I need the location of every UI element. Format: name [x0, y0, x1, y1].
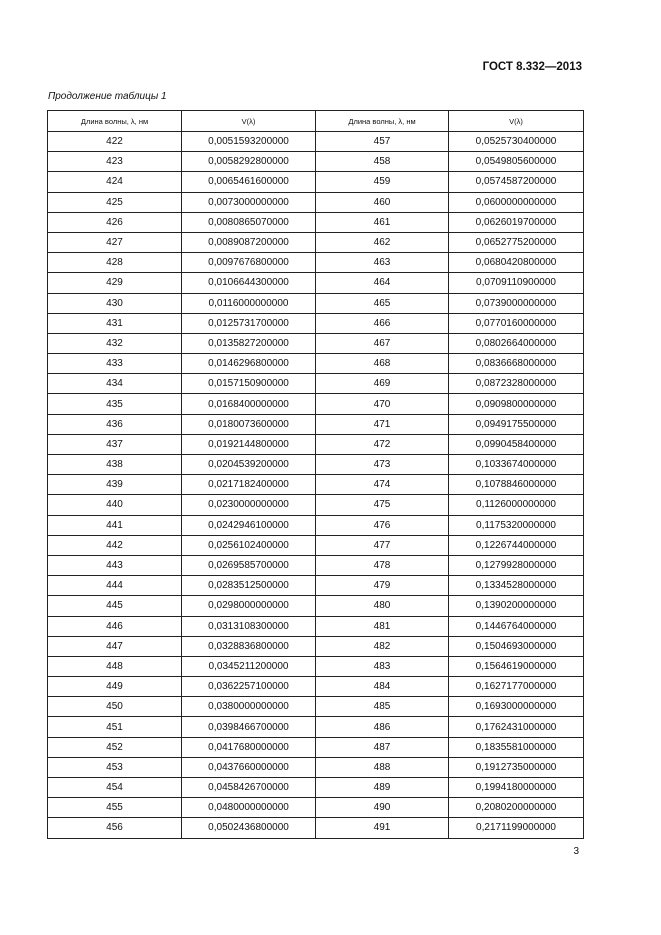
v-lambda-cell: 0,1912735000000 — [449, 757, 584, 777]
wavelength-cell: 474 — [316, 475, 449, 495]
wavelength-cell: 482 — [316, 636, 449, 656]
wavelength-cell: 433 — [48, 354, 182, 374]
table-row — [48, 778, 584, 798]
table-row — [48, 757, 584, 777]
table-row — [48, 132, 584, 152]
wavelength-cell: 444 — [48, 576, 182, 596]
wavelength-cell: 464 — [316, 273, 449, 293]
v-lambda-cell: 0,0283512500000 — [182, 576, 316, 596]
table-row — [48, 656, 584, 676]
wavelength-cell: 459 — [316, 172, 449, 192]
v-lambda-cell: 0,1835581000000 — [449, 737, 584, 757]
table-row — [48, 212, 584, 232]
table-row — [48, 414, 584, 434]
v-lambda-cell: 0,0135827200000 — [182, 333, 316, 353]
v-lambda-cell: 0,0217182400000 — [182, 475, 316, 495]
v-lambda-cell: 0,1762431000000 — [449, 717, 584, 737]
spectral-efficiency-table — [47, 110, 584, 839]
v-lambda-cell: 0,0380000000000 — [182, 697, 316, 717]
wavelength-cell: 425 — [48, 192, 182, 212]
v-lambda-cell: 0,0157150900000 — [182, 374, 316, 394]
table-row — [48, 475, 584, 495]
v-lambda-cell: 0,0256102400000 — [182, 535, 316, 555]
wavelength-cell: 478 — [316, 555, 449, 575]
v-lambda-cell: 0,2171199000000 — [449, 818, 584, 838]
wavelength-cell: 448 — [48, 656, 182, 676]
wavelength-cell: 471 — [316, 414, 449, 434]
wavelength-cell: 436 — [48, 414, 182, 434]
v-lambda-cell: 0,1078846000000 — [449, 475, 584, 495]
document-code: ГОСТ 8.332—2013 — [482, 61, 582, 73]
wavelength-cell: 431 — [48, 313, 182, 333]
wavelength-cell: 473 — [316, 455, 449, 475]
v-lambda-cell: 0,0269585700000 — [182, 555, 316, 575]
wavelength-cell: 484 — [316, 677, 449, 697]
table-row — [48, 172, 584, 192]
wavelength-cell: 452 — [48, 737, 182, 757]
table-row — [48, 616, 584, 636]
v-lambda-cell: 0,0106644300000 — [182, 273, 316, 293]
wavelength-cell: 460 — [316, 192, 449, 212]
table-row — [48, 192, 584, 212]
wavelength-cell: 490 — [316, 798, 449, 818]
v-lambda-cell: 0,0065461600000 — [182, 172, 316, 192]
v-lambda-cell: 0,0480000000000 — [182, 798, 316, 818]
v-lambda-cell: 0,1693000000000 — [449, 697, 584, 717]
v-lambda-cell: 0,0345211200000 — [182, 656, 316, 676]
wavelength-cell: 455 — [48, 798, 182, 818]
v-lambda-cell: 0,0180073600000 — [182, 414, 316, 434]
table-row — [48, 434, 584, 454]
page-number: 3 — [573, 846, 579, 857]
wavelength-cell: 483 — [316, 656, 449, 676]
v-lambda-cell: 0,0709110900000 — [449, 273, 584, 293]
wavelength-cell: 481 — [316, 616, 449, 636]
table-row — [48, 354, 584, 374]
column-header-v-lambda: V(λ) — [449, 111, 584, 132]
wavelength-cell: 427 — [48, 232, 182, 252]
wavelength-cell: 449 — [48, 677, 182, 697]
wavelength-cell: 441 — [48, 515, 182, 535]
v-lambda-cell: 0,0116000000000 — [182, 293, 316, 313]
wavelength-cell: 454 — [48, 778, 182, 798]
wavelength-cell: 463 — [316, 253, 449, 273]
v-lambda-cell: 0,0909800000000 — [449, 394, 584, 414]
table-row — [48, 152, 584, 172]
v-lambda-cell: 0,0600000000000 — [449, 192, 584, 212]
wavelength-cell: 458 — [316, 152, 449, 172]
v-lambda-cell: 0,1334528000000 — [449, 576, 584, 596]
table-row — [48, 455, 584, 475]
wavelength-cell: 422 — [48, 132, 182, 152]
column-header-wavelength: Длина волны, λ, нм — [316, 111, 449, 132]
table-row — [48, 717, 584, 737]
table-row — [48, 313, 584, 333]
wavelength-cell: 475 — [316, 495, 449, 515]
v-lambda-cell: 0,1126000000000 — [449, 495, 584, 515]
v-lambda-cell: 0,0362257100000 — [182, 677, 316, 697]
wavelength-cell: 432 — [48, 333, 182, 353]
v-lambda-cell: 0,0230000000000 — [182, 495, 316, 515]
column-header-wavelength: Длина волны, λ, нм — [48, 111, 182, 132]
wavelength-cell: 443 — [48, 555, 182, 575]
wavelength-cell: 438 — [48, 455, 182, 475]
table-row — [48, 333, 584, 353]
v-lambda-cell: 0,1504693000000 — [449, 636, 584, 656]
v-lambda-cell: 0,1390200000000 — [449, 596, 584, 616]
wavelength-cell: 456 — [48, 818, 182, 838]
table-row — [48, 374, 584, 394]
table-caption: Продолжение таблицы 1 — [48, 91, 167, 102]
table-header-row — [48, 111, 584, 132]
wavelength-cell: 437 — [48, 434, 182, 454]
wavelength-cell: 423 — [48, 152, 182, 172]
table-row — [48, 232, 584, 252]
wavelength-cell: 466 — [316, 313, 449, 333]
v-lambda-cell: 0,0168400000000 — [182, 394, 316, 414]
v-lambda-cell: 0,0204539200000 — [182, 455, 316, 475]
v-lambda-cell: 0,0502436800000 — [182, 818, 316, 838]
v-lambda-cell: 0,0626019700000 — [449, 212, 584, 232]
v-lambda-cell: 0,1279928000000 — [449, 555, 584, 575]
v-lambda-cell: 0,0051593200000 — [182, 132, 316, 152]
v-lambda-cell: 0,1175320000000 — [449, 515, 584, 535]
table-row — [48, 273, 584, 293]
wavelength-cell: 477 — [316, 535, 449, 555]
v-lambda-cell: 0,0652775200000 — [449, 232, 584, 252]
v-lambda-cell: 0,0146296800000 — [182, 354, 316, 374]
v-lambda-cell: 0,1627177000000 — [449, 677, 584, 697]
wavelength-cell: 488 — [316, 757, 449, 777]
v-lambda-cell: 0,0313108300000 — [182, 616, 316, 636]
v-lambda-cell: 0,0574587200000 — [449, 172, 584, 192]
v-lambda-cell: 0,0680420800000 — [449, 253, 584, 273]
v-lambda-cell: 0,0192144800000 — [182, 434, 316, 454]
wavelength-cell: 440 — [48, 495, 182, 515]
wavelength-cell: 439 — [48, 475, 182, 495]
wavelength-cell: 476 — [316, 515, 449, 535]
wavelength-cell: 468 — [316, 354, 449, 374]
table-row — [48, 818, 584, 838]
v-lambda-cell: 0,0073000000000 — [182, 192, 316, 212]
v-lambda-cell: 0,0990458400000 — [449, 434, 584, 454]
v-lambda-cell: 0,1226744000000 — [449, 535, 584, 555]
v-lambda-cell: 0,0328836800000 — [182, 636, 316, 656]
v-lambda-cell: 0,1033674000000 — [449, 455, 584, 475]
wavelength-cell: 430 — [48, 293, 182, 313]
table-row — [48, 798, 584, 818]
v-lambda-cell: 0,0398466700000 — [182, 717, 316, 737]
table-row — [48, 697, 584, 717]
wavelength-cell: 447 — [48, 636, 182, 656]
v-lambda-cell: 0,0242946100000 — [182, 515, 316, 535]
table-row — [48, 555, 584, 575]
v-lambda-cell: 0,1994180000000 — [449, 778, 584, 798]
wavelength-cell: 467 — [316, 333, 449, 353]
v-lambda-cell: 0,0417680000000 — [182, 737, 316, 757]
table-row — [48, 253, 584, 273]
wavelength-cell: 461 — [316, 212, 449, 232]
wavelength-cell: 434 — [48, 374, 182, 394]
table-body — [48, 132, 584, 839]
wavelength-cell: 450 — [48, 697, 182, 717]
wavelength-cell: 442 — [48, 535, 182, 555]
wavelength-cell: 428 — [48, 253, 182, 273]
column-header-v-lambda: V(λ) — [182, 111, 316, 132]
v-lambda-cell: 0,0836668000000 — [449, 354, 584, 374]
wavelength-cell: 426 — [48, 212, 182, 232]
table-row — [48, 737, 584, 757]
wavelength-cell: 486 — [316, 717, 449, 737]
wavelength-cell: 489 — [316, 778, 449, 798]
v-lambda-cell: 0,1564619000000 — [449, 656, 584, 676]
v-lambda-cell: 0,0949175500000 — [449, 414, 584, 434]
table-row — [48, 636, 584, 656]
wavelength-cell: 446 — [48, 616, 182, 636]
table-row — [48, 293, 584, 313]
v-lambda-cell: 0,0872328000000 — [449, 374, 584, 394]
wavelength-cell: 457 — [316, 132, 449, 152]
wavelength-cell: 472 — [316, 434, 449, 454]
v-lambda-cell: 0,0458426700000 — [182, 778, 316, 798]
v-lambda-cell: 0,0549805600000 — [449, 152, 584, 172]
wavelength-cell: 491 — [316, 818, 449, 838]
wavelength-cell: 465 — [316, 293, 449, 313]
wavelength-cell: 480 — [316, 596, 449, 616]
v-lambda-cell: 0,0125731700000 — [182, 313, 316, 333]
table-row — [48, 576, 584, 596]
wavelength-cell: 470 — [316, 394, 449, 414]
wavelength-cell: 424 — [48, 172, 182, 192]
table-row — [48, 596, 584, 616]
wavelength-cell: 469 — [316, 374, 449, 394]
v-lambda-cell: 0,1446764000000 — [449, 616, 584, 636]
v-lambda-cell: 0,0525730400000 — [449, 132, 584, 152]
table-row — [48, 495, 584, 515]
v-lambda-cell: 0,0437660000000 — [182, 757, 316, 777]
table-row — [48, 394, 584, 414]
v-lambda-cell: 0,0802664000000 — [449, 333, 584, 353]
table-row — [48, 677, 584, 697]
wavelength-cell: 429 — [48, 273, 182, 293]
v-lambda-cell: 0,0097676800000 — [182, 253, 316, 273]
v-lambda-cell: 0,0770160000000 — [449, 313, 584, 333]
v-lambda-cell: 0,0298000000000 — [182, 596, 316, 616]
table-row — [48, 535, 584, 555]
v-lambda-cell: 0,0080865070000 — [182, 212, 316, 232]
wavelength-cell: 485 — [316, 697, 449, 717]
v-lambda-cell: 0,0089087200000 — [182, 232, 316, 252]
wavelength-cell: 479 — [316, 576, 449, 596]
v-lambda-cell: 0,0058292800000 — [182, 152, 316, 172]
table-row — [48, 515, 584, 535]
wavelength-cell: 453 — [48, 757, 182, 777]
v-lambda-cell: 0,0739000000000 — [449, 293, 584, 313]
wavelength-cell: 487 — [316, 737, 449, 757]
wavelength-cell: 462 — [316, 232, 449, 252]
wavelength-cell: 445 — [48, 596, 182, 616]
wavelength-cell: 451 — [48, 717, 182, 737]
wavelength-cell: 435 — [48, 394, 182, 414]
v-lambda-cell: 0,2080200000000 — [449, 798, 584, 818]
